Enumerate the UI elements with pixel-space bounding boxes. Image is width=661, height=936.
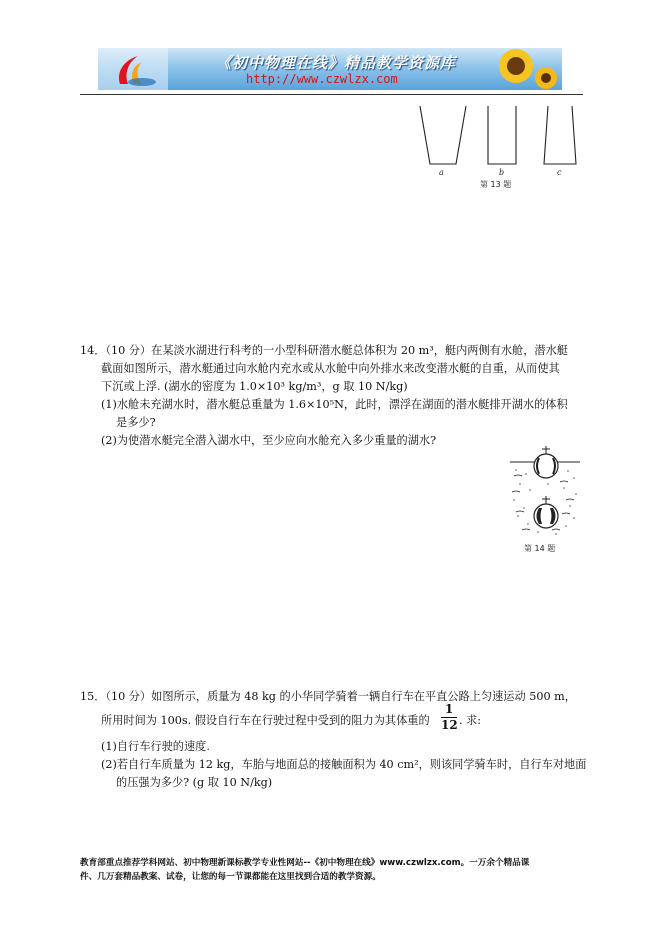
- figure-13-label-b: b: [499, 168, 505, 177]
- q14-part2: (2)为使潜水艇完全潜入湖水中，至少应向水舱充入多少重量的湖水?: [101, 434, 437, 447]
- figure-14-caption: 第 14 题: [524, 544, 556, 553]
- q15-line2-before: 所用时间为 100s. 假设自行车在行驶过程中受到的阻力为其体重的: [101, 714, 430, 727]
- q15-part2-line1: (2)若自行车质量为 12 kg，车胎与地面总的接触面积为 40 cm²，则该同学骑车时，自行车对地面: [101, 758, 587, 771]
- figure-13-caption: 第 13 题: [480, 180, 512, 189]
- header-banner: [98, 48, 562, 90]
- q14-line1: 14．（10 分）在某淡水湖进行科考的一小型科研潜水艇总体积为 20 m³，艇内两侧有水舱，潜水艇: [80, 344, 568, 357]
- q14-part1-line2: 是多少?: [116, 416, 156, 429]
- q15-part1: (1)自行车行驶的速度.: [101, 740, 210, 753]
- q15-fraction-numerator: 1: [444, 702, 454, 716]
- footer-line2: 件、几万套精品教案、试卷，让您的每一节课都能在这里找到合适的教学资源。: [80, 872, 381, 882]
- banner-title: 《初中物理在线》精品教学资源库: [216, 54, 457, 72]
- footer-note: [80, 856, 585, 884]
- figure-13-label-c: c: [557, 168, 562, 177]
- header-divider: [80, 94, 583, 95]
- sunflower-icon: [499, 49, 533, 83]
- container-b: [488, 106, 516, 164]
- container-c: [544, 106, 576, 164]
- q15-part2-line2: 的压强为多少? (g 取 10 N/kg): [116, 776, 273, 789]
- figure-13-containers: [412, 104, 584, 170]
- q14-line3: 下沉或上浮. (湖水的密度为 1.0×10³ kg/m³，g 取 10 N/kg): [101, 380, 408, 393]
- banner-url: http://www.czwlzx.com: [246, 72, 398, 86]
- q14-line2: 截面如图所示，潜水艇通过向水舱内充水或从水舱中向外排水来改变潜水艇的自重，从而使其: [101, 362, 560, 375]
- q14-part1-line1: (1)水舱未充湖水时，潜水艇总重量为 1.6×10⁵N，此时，漂浮在湖面的潜水艇排开湖水的体积: [101, 398, 568, 411]
- figure-14-submarine: [508, 444, 582, 542]
- q15-fraction: [441, 703, 457, 732]
- q15-line1: 15．（10 分）如图所示，质量为 48 kg 的小华同学骑着一辆自行车在平直公路上匀速运动 500 m，: [80, 690, 576, 703]
- q15-line2-after: . 求:: [459, 714, 482, 727]
- container-a: [420, 106, 466, 164]
- q15-fraction-denominator: 12: [441, 718, 458, 732]
- figure-13-label-a: a: [439, 168, 444, 177]
- footer-line1: 教育部重点推荐学科网站、初中物理新课标教学专业性网站--《初中物理在线》www.czwlzx.com。一万余个精品课: [80, 858, 530, 868]
